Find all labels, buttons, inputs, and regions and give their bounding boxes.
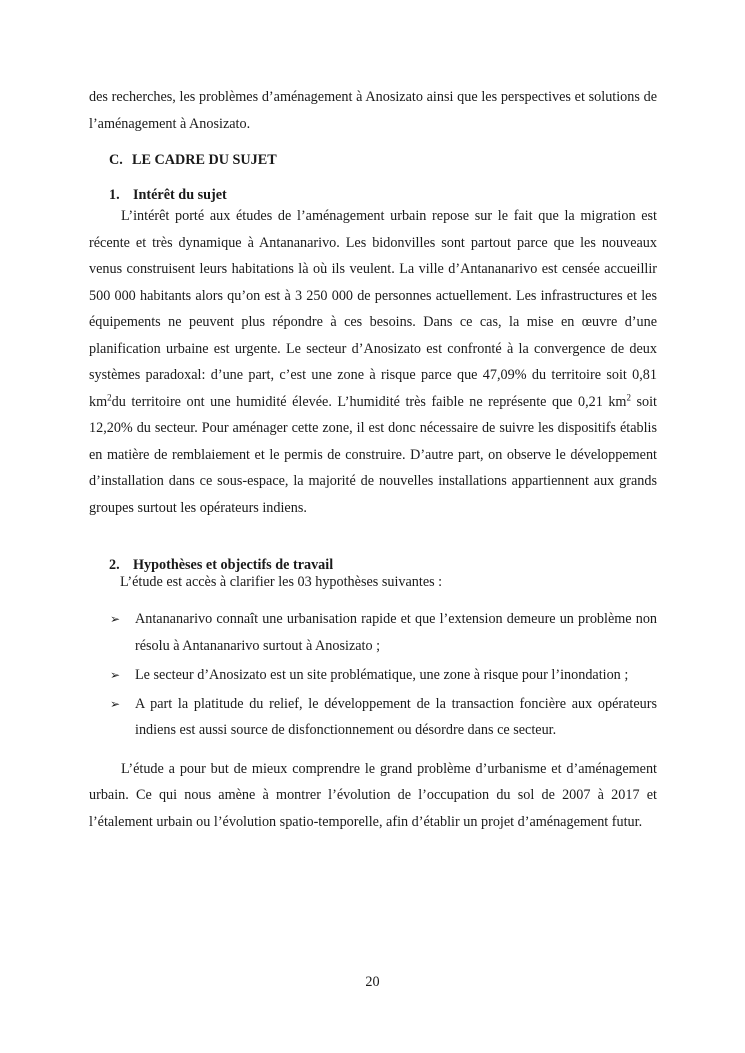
- section-c-title: LE CADRE DU SUJET: [132, 152, 277, 168]
- subsection-2-number: 2.: [109, 557, 120, 573]
- list-item: [89, 606, 657, 659]
- hypotheses-lead: L’étude est accès à clarifier les 03 hypothèses suivantes :: [120, 574, 443, 590]
- subsection-1-number: 1.: [109, 187, 120, 203]
- arrowhead-bullet-icon: ➢: [110, 668, 121, 682]
- superscript-2: 2: [626, 391, 631, 402]
- objective-paragraph: L’étude a pour but de mieux comprendre le grand problème d’urbanisme et d’aménagement urbain. Ce qui nous amène à montrer l’évolution de l’occupation du sol de 2007 à 2017 et l’étalement urbain ou l’évolution spatio-temporelle, afin d’établir un projet d’aménagement futur.: [89, 760, 657, 830]
- hypotheses-list: [89, 606, 657, 744]
- subsection-1-title: Intérêt du sujet: [133, 187, 227, 203]
- subsection-2-title: Hypothèses et objectifs de travail: [133, 557, 334, 573]
- arrowhead-bullet-icon: ➢: [110, 612, 121, 626]
- interest-text-part2: du territoire ont une humidité élevée. L’humidité très faible ne représente que 0,21 km: [111, 393, 627, 410]
- list-item: [89, 662, 657, 689]
- subsection-2: [89, 556, 657, 835]
- list-item: [89, 691, 657, 744]
- superscript-2: 2: [107, 391, 112, 402]
- bullet-text: A part la platitude du relief, le développement de la transaction foncière aux opérateurs indiens est aussi source de disfonctionnement ou désordre dans ce secteur.: [135, 695, 657, 738]
- interest-paragraph: [89, 203, 657, 521]
- bullet-text: Antananarivo connaît une urbanisation rapide et que l’extension demeure un problème non résolu à Antananarivo surtout à Anosizato ;: [135, 611, 657, 654]
- section-c-number: C.: [109, 152, 123, 168]
- section-c-heading: [109, 150, 277, 170]
- subsection-1: [89, 186, 657, 521]
- arrowhead-bullet-icon: ➢: [110, 696, 121, 711]
- interest-text-part3: soit 12,20% du secteur. Pour aménager cette zone, il est donc nécessaire de suivre les dispositifs établis en matière de remblaiement et le permis de construire. D’autre part, on observe le développement d’installation dans ce sous-espace, la majorité de nouvelles installations appartiennent aux grands groupes surtout les opérateurs indiens.: [89, 393, 658, 516]
- page-number: 20: [365, 974, 380, 990]
- intro-paragraph: des recherches, les problèmes d’aménagement à Anosizato ainsi que les perspectives et solutions de l’aménagement à Anosizato.: [89, 89, 657, 132]
- subsection-1-heading: [89, 186, 657, 204]
- interest-text-part1: L’intérêt porté aux études de l’aménagement urbain repose sur le fait que la migration est récente et très dynamique à Antananarivo. Les bidonvilles sont partout parce que les nouveaux venus construisent leurs habitations là où ils veulent. La ville d’Antananarivo est censée accueillir 500 000 habitants alors qu’on est à 3 250 000 de personnes actuellement. Les infrastructures et les équipements ne peuvent plus répondre à ces besoins. Dans ce cas, la mise en œuvre d’une planification urbaine est urgente. Le secteur d’Anosizato est confronté à la convergence de deux systèmes paradoxal: d’une part, c’est une zone à risque parce que 47,09% du territoire soit 0,81 km: [89, 208, 657, 410]
- bullet-text: Le secteur d’Anosizato est un site problématique, une zone à risque pour l’inondation ;: [135, 667, 629, 683]
